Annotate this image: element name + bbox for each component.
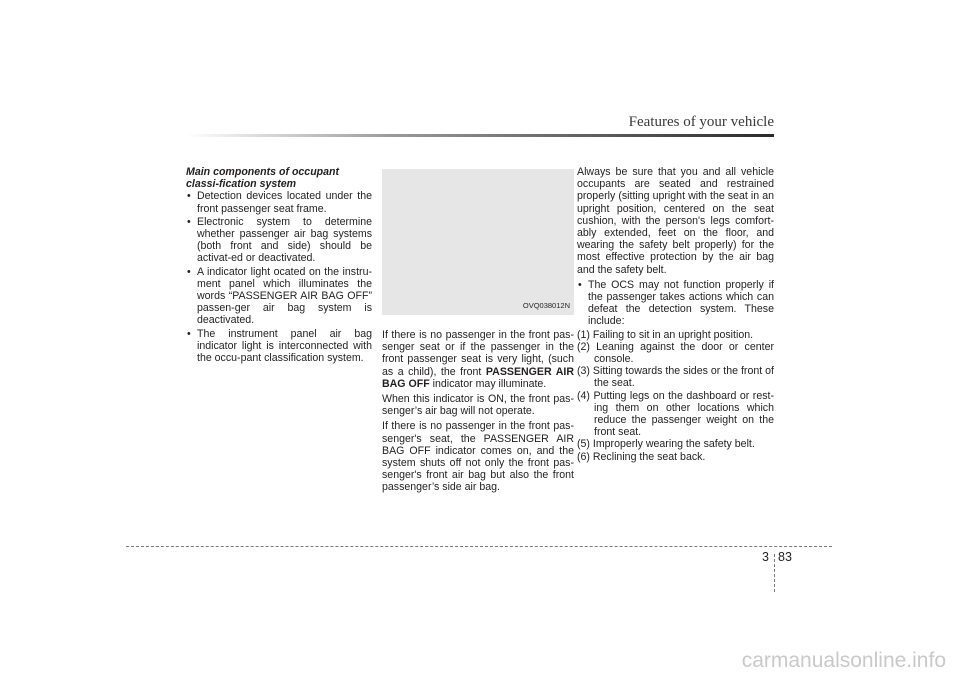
page-header-title: Features of your vehicle: [628, 114, 774, 130]
section-title: Main components of occupant classi-fication system: [186, 166, 340, 191]
indicator-figure: [382, 169, 574, 315]
list-item: (4) Putting legs on the dashboard or rest-ing them on other locations which reduce the passenger weight on the front seat.: [577, 389, 774, 439]
paragraph-indicator: [382, 329, 574, 390]
paragraph-intro: Always be sure that you and all vehicle occupants are seated and restrained properly (sitting upright with the seat in an upright position, centered on the seat cushion, with the person's legs comfort-ably extended, feet on the floor, and wearing the safety belt properly) for the most effective protection by the air bag and the safety belt.: [577, 166, 774, 276]
paragraph-text: If there is no passenger in the front pas-senger seat or if the passenger in the front passenger seat is very light, (such as a child), the front: [382, 329, 574, 378]
list-item: • The instrument panel air bag indicator light is interconnected with the occu-pant classification system.: [186, 328, 372, 365]
column-right: [577, 166, 774, 463]
paragraph-text: indicator may illuminate.: [429, 377, 547, 390]
list-item: (5) Improperly wearing the safety belt.: [577, 438, 755, 451]
paragraph-on: When this indicator is ON, the front pas-senger’s air bag will not operate.: [382, 393, 574, 418]
watermark: carmanualsonline.info: [741, 649, 946, 672]
section-number: 3: [762, 550, 769, 564]
list-item: (3) Sitting towards the sides or the front of the seat.: [577, 365, 774, 390]
column-left: [186, 166, 372, 365]
ocs-bullet-list: [577, 279, 774, 328]
list-item: (1) Failing to sit in an upright position.: [577, 328, 754, 341]
list-item: • Detection devices located under the front passenger seat frame.: [186, 190, 372, 214]
footer-rule: [126, 546, 832, 547]
paragraph-no-passenger: If there is no passenger in the front pas-senger's seat, the PASSENGER AIR BAG OFF indicator comes on, and the system shuts off not only the front pas-senger's front air bag but also the front passenger’s side air bag.: [382, 420, 574, 494]
actions-list: [577, 329, 774, 463]
figure-code: OVQ038012N: [522, 300, 570, 310]
list-item: (6) Reclining the seat back.: [577, 450, 706, 463]
list-item: • A indicator light ocated on the instru-ment panel which illuminates the words “PASSENGER AIR BAG OFF” passen-ger air bag system is deactivated.: [186, 266, 372, 327]
list-item: (2) Leaning against the door or center console.: [577, 340, 774, 366]
page-number: 83: [778, 550, 792, 564]
column-middle: [382, 169, 574, 497]
list-item: • Electronic system to determine whether passenger air bag systems (both front and side) should be activat-ed or deactivated.: [186, 216, 372, 265]
page-divider: [774, 554, 775, 592]
indicator-name: PASSENGER AIR BAG OFF: [382, 365, 575, 390]
list-item: • The OCS may not function properly if the passenger takes actions which can defeat the detection system. These include:: [577, 279, 774, 328]
components-list: [186, 190, 372, 364]
header-rule: [186, 134, 774, 137]
